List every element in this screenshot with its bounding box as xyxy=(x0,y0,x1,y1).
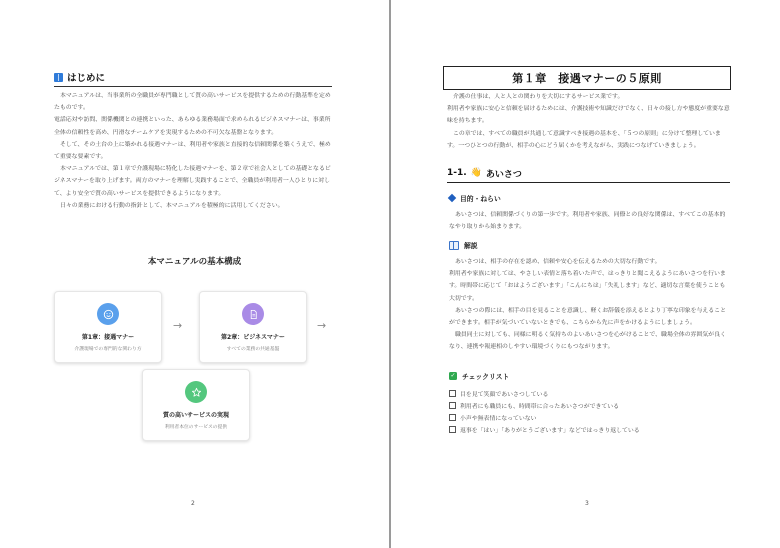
checkbox-icon xyxy=(449,390,456,397)
checklist-item-text: 小声や無表情になっていない xyxy=(460,416,537,422)
purpose-heading xyxy=(449,193,501,203)
card-subtitle: すべての業務の共通基盤 xyxy=(226,347,280,352)
checkbox-icon xyxy=(449,402,456,409)
checklist-heading xyxy=(449,371,509,381)
explanation-heading xyxy=(449,240,478,250)
section-number: 1-1. xyxy=(447,168,467,178)
checklist-heading-text: チェックリスト xyxy=(462,373,510,381)
section-heading xyxy=(447,164,730,183)
star-icon xyxy=(185,381,207,403)
card-title: 質の高いサービスの実現 xyxy=(162,412,229,419)
card-title: 第2章：ビジネスマナー xyxy=(221,334,285,341)
waving-hand-icon: 👋 xyxy=(470,168,482,178)
card-title: 第1章：接遇マナー xyxy=(81,334,135,341)
page-number: 2 xyxy=(191,500,195,507)
section-name: あいさつ xyxy=(485,169,522,180)
intro-heading-text: はじめに xyxy=(67,73,106,84)
checklist-item-text: 利用者にも職員にも、時間帯に合ったあいさつができている xyxy=(460,404,620,410)
intro-body xyxy=(54,90,334,212)
chapter-intro xyxy=(447,91,730,152)
checklist-item xyxy=(449,413,537,422)
checklist-item xyxy=(449,425,640,434)
intro-paragraph: そして、その土台の上に築かれる接遇マナーは、利用者や家族と直接的な信頼関係を築くうえで、極めて重要な要素です。 xyxy=(54,141,331,161)
card-subtitle: 介護現場での専門的な関わり方 xyxy=(74,347,142,352)
intro-heading xyxy=(54,68,332,87)
overview-card-chapter2 xyxy=(199,291,307,363)
page-number: 3 xyxy=(585,500,589,507)
chapter-intro-paragraph: 介護の仕事は、人と人との関わりを大切にするサービス業です。 xyxy=(453,94,624,100)
page-left xyxy=(0,0,389,548)
explanation-body xyxy=(449,256,731,354)
overview-card-chapter1 xyxy=(54,291,162,363)
explanation-paragraph: 職員同士に対しても、同様に明るく気持ちのよいあいさつを心がけることで、職場全体の雰囲気が良くなり、連携や報連相のしやすい環境づくりにもつながります。 xyxy=(449,332,726,351)
overview-card-quality xyxy=(142,369,250,441)
overview-title: 本マニュアルの基本構成 xyxy=(147,257,242,267)
checkmark-icon: ✓ xyxy=(450,372,456,379)
chapter-intro-paragraph: この章では、すべての職員が共通して意識すべき接遇の基本を、「５つの原則」に分けて整理しています。一つひとつの行動が、相手の心にどう届くかを考えながら、実践につなげていきましょう。 xyxy=(447,130,721,149)
checkbox-icon xyxy=(449,426,456,433)
page-right xyxy=(391,0,780,548)
smile-icon xyxy=(97,303,119,325)
purpose-body xyxy=(449,209,731,233)
book-icon xyxy=(449,241,459,250)
intro-paragraph: 本マニュアルは、当事業所の全職員が専門職として質の高いサービスを提供するための行動基準を定めたものです。 xyxy=(54,93,331,112)
explanation-heading-text: 解説 xyxy=(464,242,478,250)
checklist-item xyxy=(449,389,548,398)
intro-paragraph: 日々の業務における行動の指針として、本マニュアルを積極的に活用してください。 xyxy=(60,202,284,209)
document-icon xyxy=(242,303,264,325)
checklist-item-text: 返事を「はい」「ありがとうございます」などではっきり返している xyxy=(460,428,640,434)
diamond-icon xyxy=(448,194,456,202)
purpose-text: あいさつは、信頼関係づくりの第一歩です。利用者や家族、同僚との良好な関係は、すべてこの基本的なやり取りから始まります。 xyxy=(449,212,726,231)
intro-paragraph: 電話応対や訪問、関係機関との連携といった、あらゆる業務場面で求められるビジネスマナーは、事業所全体の信頼性を高め、円滑なチームケアを実現するための不可欠な基盤となります。 xyxy=(54,117,331,136)
checklist-item-text: 目を見て笑顔であいさつしている xyxy=(460,392,549,398)
explanation-paragraph: あいさつは、相手の存在を認め、信頼や安心を伝えるための大切な行動です。 xyxy=(455,259,661,265)
checklist-item xyxy=(449,401,619,410)
explanation-paragraph: 利用者や家族に対しては、やさしい表情と落ち着いた声で、はっきりと聞こえるようにあいさつを行います。時間帯に応じて「おはようございます」「こんにちは」「失礼します」など、適切な言葉を使うことも大切です。 xyxy=(449,271,726,302)
purpose-heading-text: 目的・ねらい xyxy=(460,195,501,203)
chapter-intro-paragraph: 利用者や家族に安心と信頼を届けるためには、介護技術や知識だけでなく、日々の接し方や態度が重要な意味を持ちます。 xyxy=(447,106,730,125)
card-subtitle: 利用者本位のサービスの提供 xyxy=(164,425,228,430)
arrow-right-icon: → xyxy=(317,319,327,332)
explanation-paragraph: あいさつの際には、相手の目を見ることを意識し、軽くお辞儀を添えるとより丁寧な印象を与えることができます。相手が気づいていないときでも、こちらから先に声をかけるようにしましょう。 xyxy=(449,307,726,327)
arrow-right-icon: → xyxy=(173,319,183,332)
book-icon xyxy=(54,73,63,82)
checkbox-icon xyxy=(449,414,456,421)
chapter-title: 第１章 接遇マナーの５原則 xyxy=(443,66,731,90)
intro-paragraph: 本マニュアルでは、第１章で介護現場に特化した接遇マナーを、第２章で社会人としての基礎となるビジネスマナーを取り上げます。両方のマナーを理解し実践することで、全職員が利用者一人ひとりに対して、より安全で質の高いサービスを提供できるようになります。 xyxy=(54,166,331,197)
